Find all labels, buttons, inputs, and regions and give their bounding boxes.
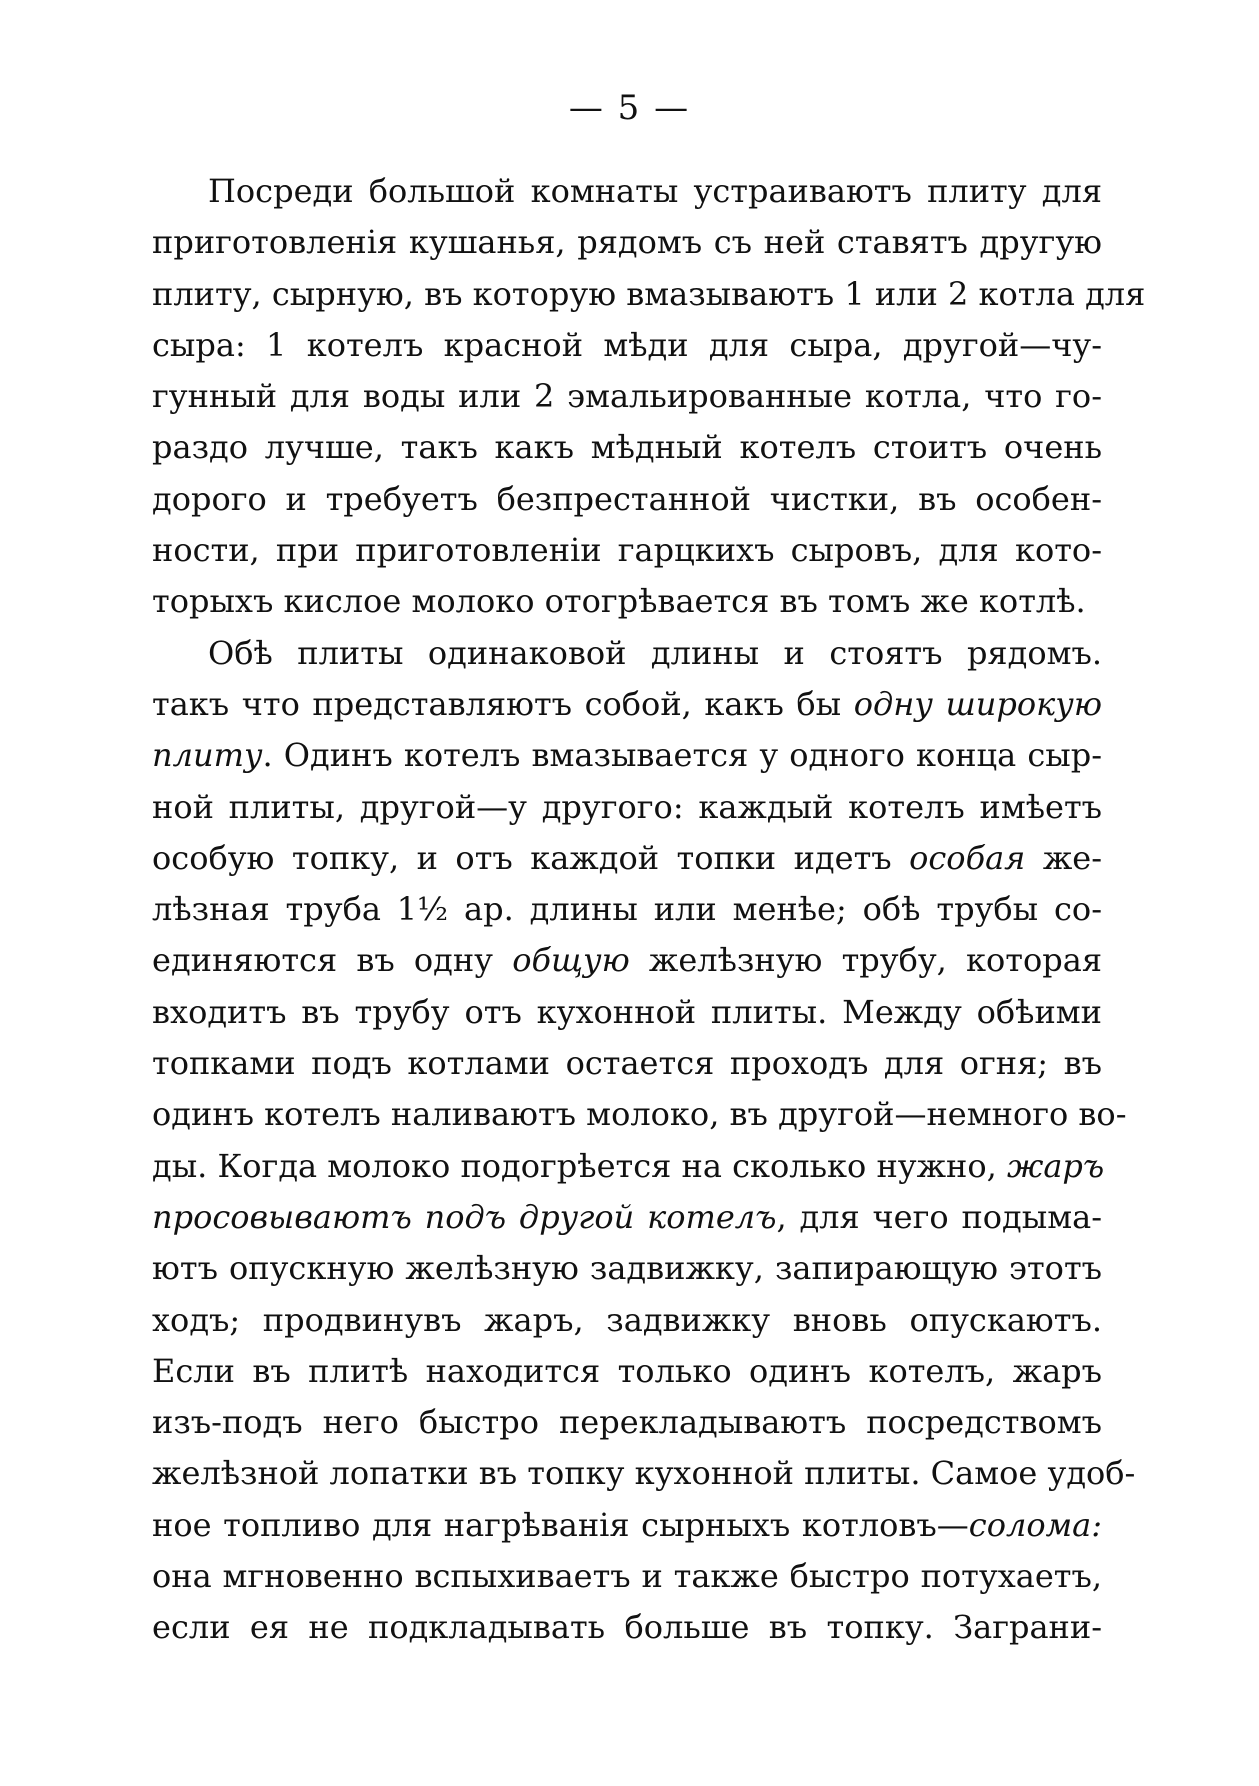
- text-run: Обѣ плиты одинаковой длины и стоятъ рядомъ.: [208, 633, 1102, 672]
- text-run: раздо лучше, такъ какъ мѣдный котелъ стоитъ очень: [152, 428, 1102, 467]
- text-line: [152, 1500, 1102, 1551]
- text-line: [152, 1038, 1102, 1089]
- text-line: [152, 1346, 1102, 1397]
- italic-emphasis: просовываютъ подъ другой котелъ: [152, 1197, 777, 1236]
- text-line: [152, 217, 1102, 268]
- text-line: [152, 1243, 1102, 1294]
- text-line: [152, 679, 1102, 730]
- text-run: она мгновенно вспыхиваетъ и также быстро потухаетъ,: [152, 1557, 1102, 1596]
- italic-emphasis: солома:: [968, 1505, 1102, 1544]
- text-run: входитъ въ трубу отъ кухонной плиты. Между обѣими: [152, 992, 1102, 1031]
- text-run: Посреди большой комнаты устраиваютъ плиту для: [208, 172, 1102, 210]
- text-line: [152, 320, 1102, 371]
- text-run: сыра: 1 котелъ красной мѣди для сыра, другой—чу-: [152, 325, 1102, 364]
- text-line: [152, 576, 1102, 627]
- text-run: изъ-подъ него быстро перекладываютъ посредствомъ: [152, 1403, 1102, 1442]
- text-run: . Одинъ котелъ вмазывается у одного конца сыр-: [262, 736, 1102, 775]
- paragraph-2: [152, 628, 1136, 1654]
- text-line: [152, 833, 1102, 884]
- text-run: топками подъ котлами остается проходъ для огня; въ: [152, 1044, 1102, 1083]
- text-run: плиту, сырную, въ которую вмазываютъ 1 или 2 котла для: [152, 274, 1146, 313]
- text-line: [152, 730, 1102, 781]
- text-run: Если въ плитѣ находится только одинъ котелъ, жаръ: [152, 1351, 1102, 1390]
- text-run: ной плиты, другой—у другого: каждый котелъ имѣетъ: [152, 787, 1102, 826]
- text-run: приготовленія кушанья, рядомъ съ ней ставятъ другую: [152, 223, 1102, 262]
- text-line: [152, 371, 1102, 422]
- text-line: [152, 935, 1102, 986]
- body-text: [152, 166, 1146, 1654]
- text-run: если ея не подкладывать больше въ топку. Заграни-: [152, 1608, 1102, 1647]
- text-line: [152, 269, 1146, 320]
- italic-emphasis: особая: [909, 838, 1026, 877]
- text-run: единяются въ одну: [152, 941, 513, 980]
- text-line: [152, 1141, 1105, 1192]
- text-run: же-: [1025, 838, 1103, 877]
- text-run: одинъ котелъ наливаютъ молоко, въ другой—немного во-: [152, 1095, 1127, 1134]
- text-line: [152, 628, 1102, 679]
- italic-emphasis: жаръ: [1006, 1146, 1105, 1185]
- text-line: [152, 782, 1102, 833]
- text-line: [152, 1397, 1102, 1448]
- text-line: [152, 525, 1102, 576]
- text-run: ды. Когда молоко подогрѣется на сколько нужно,: [152, 1146, 1007, 1185]
- text-line: [152, 1295, 1102, 1346]
- text-run: желѣзной лопатки въ топку кухонной плиты. Самое удоб-: [152, 1454, 1136, 1493]
- page-number: — 5 —: [568, 88, 691, 128]
- text-run: торыхъ кислое молоко отогрѣвается въ томъ же котлѣ.: [152, 582, 1086, 621]
- text-run: , для чего подыма-: [776, 1197, 1103, 1236]
- text-run: желѣзную трубу, которая: [629, 941, 1103, 980]
- text-run: ютъ опускную желѣзную задвижку, запирающую этотъ: [152, 1249, 1102, 1288]
- italic-emphasis: одну широкую: [853, 684, 1103, 723]
- text-line: [152, 474, 1102, 525]
- text-run: лѣзная труба 1½ ар. длины или менѣе; обѣ трубы со-: [152, 890, 1102, 929]
- text-line: [152, 884, 1102, 935]
- text-line: [152, 1602, 1102, 1653]
- text-line: [152, 1448, 1136, 1499]
- text-line: [152, 987, 1102, 1038]
- italic-emphasis: общую: [512, 941, 630, 980]
- text-line: [152, 1551, 1102, 1602]
- text-run: ности, при приготовленіи гарцкихъ сыровъ, для кото-: [152, 531, 1102, 570]
- italic-emphasis: плиту: [152, 736, 263, 775]
- text-line: [152, 422, 1102, 473]
- text-line: [152, 166, 1102, 217]
- text-run: такъ что представляютъ собой, какъ бы: [152, 684, 854, 723]
- text-run: гунный для воды или 2 эмальированные котла, что го-: [152, 377, 1102, 416]
- text-run: дорого и требуетъ безпрестанной чистки, въ особен-: [152, 479, 1102, 518]
- text-run: ходъ; продвинувъ жаръ, задвижку вновь опускаютъ.: [152, 1300, 1102, 1339]
- text-run: особую топку, и отъ каждой топки идетъ: [152, 838, 910, 877]
- text-line: [152, 1192, 1102, 1243]
- paragraph-1: [152, 166, 1146, 628]
- text-line: [152, 1089, 1127, 1140]
- text-run: ное топливо для нагрѣванія сырныхъ котловъ—: [152, 1505, 969, 1544]
